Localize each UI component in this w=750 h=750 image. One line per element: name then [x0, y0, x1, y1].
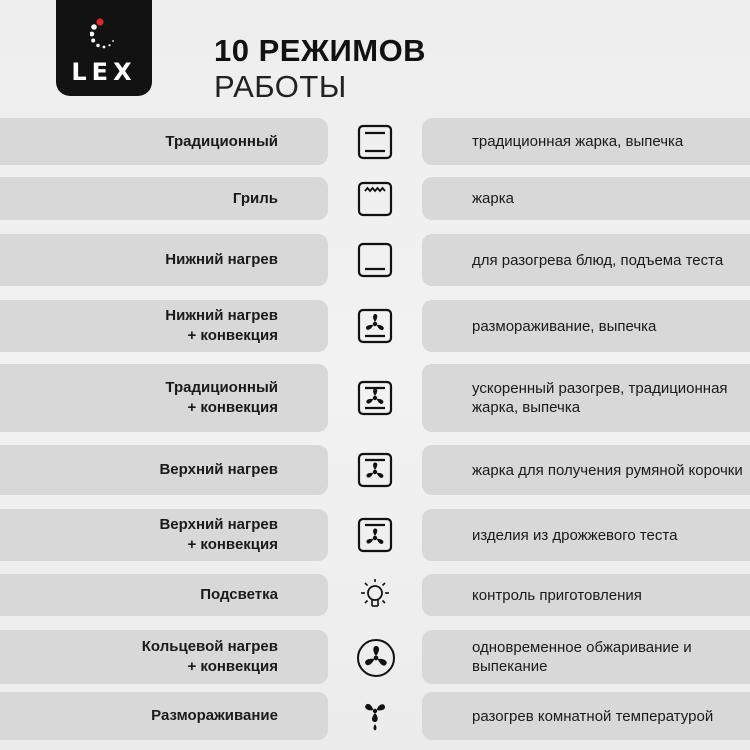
top-heat-convection-icon: [357, 517, 393, 553]
mode-row: [0, 574, 750, 616]
mode-description: контроль приготовления: [472, 586, 642, 604]
mode-name-box: [0, 118, 328, 165]
mode-description-box: [422, 692, 750, 740]
bottom-heat-fan-icon: [357, 308, 393, 344]
mode-description-box: [422, 445, 750, 495]
mode-name: Традиционный + конвекция: [165, 379, 278, 416]
title-line-1: 10 РЕЖИМОВ: [214, 33, 427, 68]
mode-description-box: [422, 234, 750, 286]
mode-description: размораживание, выпечка: [472, 317, 657, 335]
mode-description: жарка для получения румяной корочки: [472, 461, 743, 479]
mode-name-box: [0, 445, 328, 495]
logo-dots-icon: [90, 18, 118, 54]
mode-name-box: [0, 692, 328, 740]
mode-description-box: [422, 509, 750, 561]
mode-description-box: [422, 300, 750, 352]
mode-description-box: [422, 574, 750, 616]
mode-description-box: [422, 364, 750, 432]
mode-row: [0, 630, 750, 684]
grill-icon: [357, 181, 393, 217]
mode-description: одновременное обжаривание и выпекание: [472, 639, 692, 675]
mode-name: Традиционный: [165, 132, 278, 150]
mode-description-box: [422, 630, 750, 684]
mode-description-box: [422, 177, 750, 220]
mode-description-box: [422, 118, 750, 165]
mode-row: [0, 509, 750, 561]
ring-heat-fan-icon: [356, 638, 396, 678]
top-bottom-heat-fan-icon: [357, 380, 393, 416]
mode-name-box: [0, 177, 328, 220]
mode-description: разогрев комнатной температурой: [472, 707, 714, 725]
mode-name: Подсветка: [200, 586, 278, 603]
light-bulb-icon: [357, 577, 393, 613]
mode-description: традиционная жарка, выпечка: [472, 133, 684, 150]
mode-description: изделия из дрожжевого теста: [472, 526, 678, 544]
mode-name-box: [0, 630, 328, 684]
mode-name: Кольцевой нагрев + конвекция: [141, 638, 278, 675]
mode-row: [0, 300, 750, 352]
mode-name: Размораживание: [151, 707, 278, 724]
top-heat-fan-icon: [357, 452, 393, 488]
title-line-2: РАБОТЫ: [214, 69, 347, 104]
mode-name-box: [0, 364, 328, 432]
mode-name: Нижний нагрев: [165, 251, 278, 268]
mode-row: [0, 364, 750, 432]
mode-row: [0, 177, 750, 220]
mode-name-box: [0, 300, 328, 352]
mode-name: Верхний нагрев + конвекция: [159, 516, 278, 553]
mode-name: Гриль: [232, 189, 278, 207]
mode-name-box: [0, 509, 328, 561]
mode-description: жарка: [472, 190, 514, 207]
mode-row: [0, 234, 750, 286]
bottom-heat-icon: [357, 242, 393, 278]
defrost-icon: [357, 697, 393, 733]
mode-name-box: [0, 234, 328, 286]
mode-row: [0, 692, 750, 740]
mode-row: [0, 445, 750, 495]
mode-description: ускоренный разогрев, традиционная жарка, выпечка: [472, 380, 728, 416]
brand-name: LEX: [71, 58, 137, 86]
mode-name: Верхний нагрев: [159, 461, 278, 478]
mode-description: для разогрева блюд, подъема теста: [472, 251, 724, 269]
mode-name: Нижний нагрев + конвекция: [165, 307, 278, 344]
brand-logo: [56, 0, 152, 96]
mode-name-box: [0, 574, 328, 616]
page-title: [214, 33, 426, 105]
mode-row: [0, 118, 750, 165]
oven-top-bottom-heat-icon: [357, 124, 393, 160]
